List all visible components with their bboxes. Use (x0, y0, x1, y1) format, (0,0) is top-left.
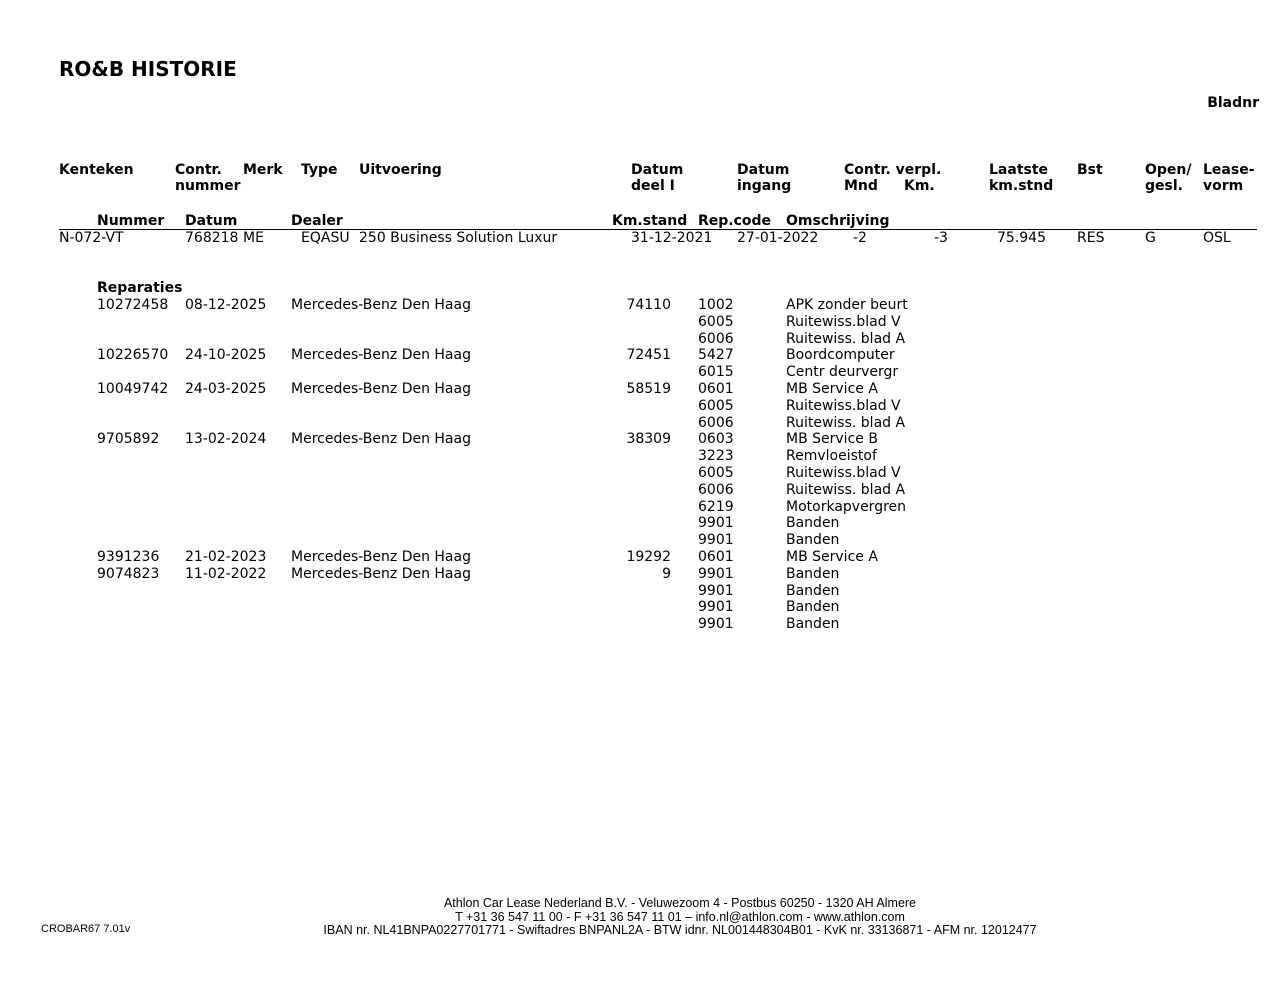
header-kenteken: Kenteken (59, 162, 134, 178)
vehicle-bst: RES (1077, 230, 1105, 246)
repair-omschrijving: Ruitewiss.blad V (786, 313, 901, 330)
repair-omschrijving: Banden (786, 616, 840, 633)
repair-kmstand: 9 (662, 565, 671, 582)
repair-dealer: Mercedes-Benz Den Haag (291, 431, 471, 448)
repair-omschrijving: Banden (786, 599, 840, 616)
repair-code: 9901 (698, 515, 734, 532)
header-omschrijving: Omschrijving (786, 213, 890, 229)
repair-code: 0601 (698, 381, 734, 397)
repair-omschrijving: Motorkapvergren (786, 498, 907, 515)
repair-code: 6006 (698, 414, 734, 431)
header-laatste-1: Laatste (989, 162, 1049, 178)
header-contr-1: Contr. (175, 162, 222, 178)
repair-code: 9901 (698, 532, 734, 549)
repair-kmstand: 74110 (626, 297, 671, 313)
repair-omschrijving: Banden (786, 532, 840, 549)
footer-address: Athlon Car Lease Nederland B.V. - Veluwezoom 4 - Postbus 60250 - 1320 AH Almere (443, 896, 917, 910)
repair-omschrijving: Banden (786, 515, 840, 532)
repair-kmstand: 72451 (626, 347, 671, 364)
vehicle-mnd: -2 (853, 230, 867, 246)
repair-code: 6015 (698, 364, 734, 381)
repair-kmstand: 19292 (626, 549, 671, 565)
header-contr-2: nummer (175, 178, 241, 194)
repair-code: 9901 (698, 599, 734, 616)
repair-datum: 13-02-2024 (185, 431, 267, 448)
bladnr-label: Bladnr (1207, 95, 1259, 111)
repair-omschrijving: APK zonder beurt (786, 297, 908, 313)
header-datum-deel-1: Datum (631, 162, 684, 178)
vehicle-laatste-km: 75.945 (997, 230, 1046, 246)
header-kmstand: Km.stand (612, 213, 688, 229)
repair-nummer: 9705892 (97, 431, 160, 448)
repair-code: 6006 (698, 330, 734, 347)
vehicle-datum-ingang: 27-01-2022 (737, 230, 819, 246)
vehicle-contract: 768218 (185, 230, 239, 246)
vehicle-merk: ME (243, 230, 264, 246)
header-dealer: Dealer (291, 213, 343, 229)
repair-code: 0603 (698, 431, 734, 448)
repair-dealer: Mercedes-Benz Den Haag (291, 381, 471, 397)
repair-code: 5427 (698, 347, 734, 364)
repair-code: 9901 (698, 582, 734, 599)
footer-contact: T +31 36 547 11 00 - F +31 36 547 11 01 – info.nl@athlon.com - www.athlon.com (455, 910, 905, 924)
repair-omschrijving: Ruitewiss.blad V (786, 465, 901, 481)
repair-omschrijving: Banden (786, 582, 840, 599)
repair-omschrijving: Ruitewiss. blad A (786, 330, 906, 347)
repair-omschrijving: Centr deurvergr (786, 364, 899, 381)
repair-datum: 24-03-2025 (185, 381, 267, 397)
repair-datum: 11-02-2022 (185, 565, 267, 582)
header-datum: Datum (185, 213, 238, 229)
repair-code: 0601 (698, 549, 734, 565)
vehicle-uitvoering: 250 Business Solution Luxur (359, 230, 558, 246)
header-nummer: Nummer (97, 213, 165, 229)
repair-omschrijving: Ruitewiss.blad V (786, 397, 901, 414)
vehicle-km: -3 (934, 230, 948, 246)
header-datum-ingang-1: Datum (737, 162, 790, 178)
repair-code: 6005 (698, 313, 734, 330)
footer-bank: IBAN nr. NL41BNPA0227701771 - Swiftadres BNPANL2A - BTW idnr. NL001448304B01 - KvK nr. 33136871 - AFM nr. 12012477 (323, 923, 1037, 937)
header-contr-mnd: Mnd (844, 178, 878, 194)
repair-nummer: 9074823 (97, 565, 160, 582)
repair-code: 9901 (698, 565, 734, 582)
repair-omschrijving: Ruitewiss. blad A (786, 481, 906, 498)
header-contr-verpl: Contr. verpl. (844, 162, 942, 178)
header-datum-ingang-2: ingang (737, 178, 792, 194)
repair-code: 6006 (698, 481, 734, 498)
header-type: Type (301, 162, 338, 178)
repair-code: 6219 (698, 498, 734, 515)
repair-omschrijving: MB Service A (786, 381, 878, 397)
repair-nummer: 9391236 (97, 549, 160, 565)
repair-omschrijving: MB Service A (786, 549, 878, 565)
repair-dealer: Mercedes-Benz Den Haag (291, 297, 471, 313)
repair-code: 1002 (698, 297, 734, 313)
report-code: CROBAR67 7.01v (41, 923, 131, 935)
header-repcode: Rep.code (698, 213, 772, 229)
vehicle-type: EQASU (301, 230, 350, 246)
header-contr-km: Km. (904, 178, 935, 194)
vehicle-open: G (1145, 230, 1156, 246)
header-open-1: Open/ (1145, 162, 1192, 178)
header-lease-2: vorm (1203, 178, 1244, 194)
header-open-2: gesl. (1145, 178, 1183, 194)
repair-datum: 21-02-2023 (185, 549, 267, 565)
repair-dealer: Mercedes-Benz Den Haag (291, 565, 471, 582)
repair-nummer: 10272458 (97, 297, 169, 313)
vehicle-kenteken: N-072-VT (59, 230, 124, 246)
repair-dealer: Mercedes-Benz Den Haag (291, 549, 471, 565)
vehicle-datum-deel1: 31-12-2021 (631, 230, 713, 246)
header-laatste-2: km.stnd (989, 178, 1054, 194)
repair-omschrijving: Remvloeistof (786, 448, 877, 465)
vehicle-lease: OSL (1203, 230, 1231, 246)
repair-kmstand: 58519 (626, 381, 671, 397)
header-merk: Merk (243, 162, 283, 178)
header-lease-1: Lease- (1203, 162, 1255, 178)
repair-code: 6005 (698, 397, 734, 414)
repair-omschrijving: Banden (786, 565, 840, 582)
reparaties-heading: Reparaties (97, 280, 183, 296)
header-datum-deel-2: deel I (631, 178, 675, 194)
header-uitvoering: Uitvoering (359, 162, 442, 178)
repair-datum: 24-10-2025 (185, 347, 267, 364)
repair-nummer: 10226570 (97, 347, 169, 364)
repair-nummer: 10049742 (97, 381, 169, 397)
repair-code: 9901 (698, 616, 734, 633)
page-title: RO&B HISTORIE (59, 57, 237, 81)
header-bst: Bst (1077, 162, 1103, 178)
repair-omschrijving: Boordcomputer (786, 347, 895, 364)
repair-code: 6005 (698, 465, 734, 481)
repair-kmstand: 38309 (626, 431, 671, 448)
repair-dealer: Mercedes-Benz Den Haag (291, 347, 471, 364)
repair-datum: 08-12-2025 (185, 297, 267, 313)
repair-omschrijving: MB Service B (786, 431, 878, 448)
repair-code: 3223 (698, 448, 734, 465)
repair-omschrijving: Ruitewiss. blad A (786, 414, 906, 431)
